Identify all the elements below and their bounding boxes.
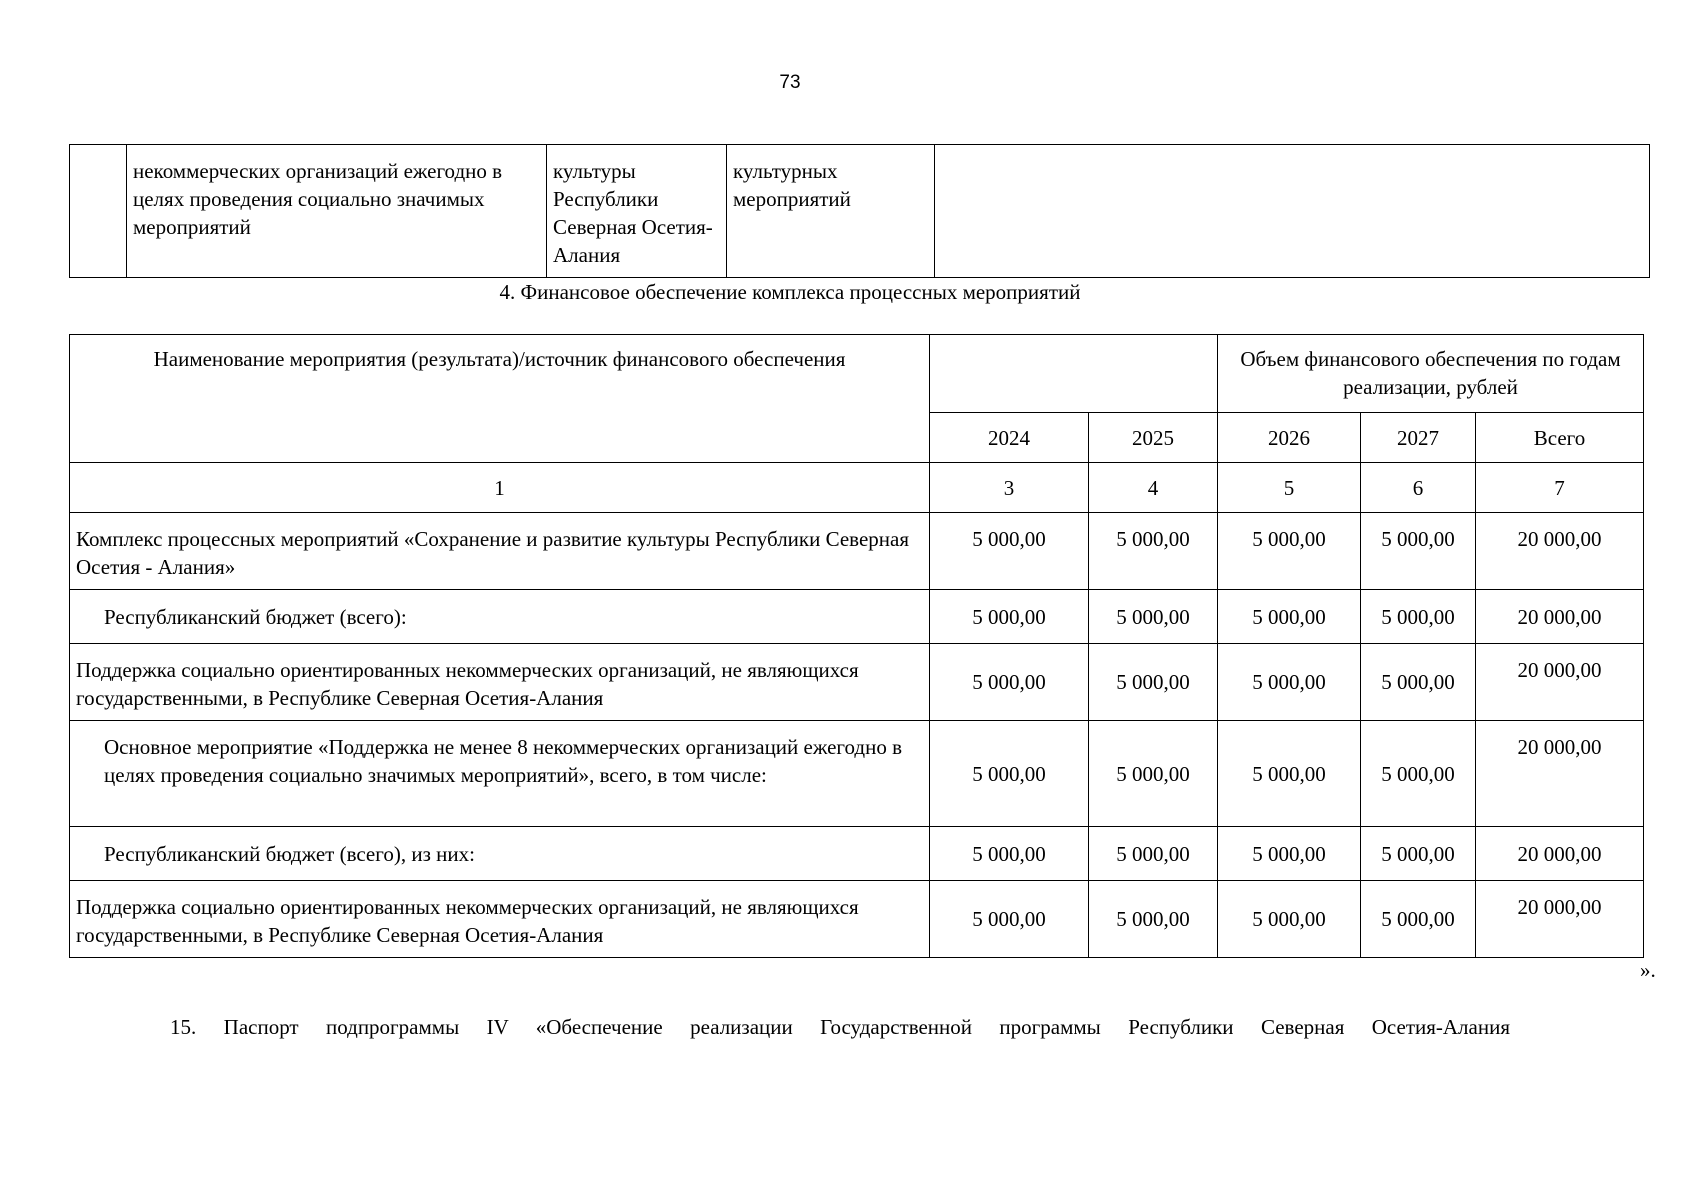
continuation-cell-4: культурных мероприятий (727, 145, 935, 278)
col-number-6: 6 (1361, 463, 1476, 513)
year-header-2024: 2024 (930, 413, 1089, 463)
row-name: Поддержка социально ориентированных некоммерческих организаций, не являющихся государственными, в Республике Северная Осетия-Алания (70, 881, 930, 958)
row-name: Республиканский бюджет (всего), из них: (70, 827, 930, 881)
table-header-row (70, 335, 1644, 413)
table-row (70, 881, 1644, 958)
row-name: Комплекс процессных мероприятий «Сохранение и развитие культуры Республики Северная Осетия - Алания» (70, 513, 930, 590)
cell-2024: 5 000,00 (930, 644, 1089, 721)
cell-2024: 5 000,00 (930, 827, 1089, 881)
finance-table (69, 334, 1644, 958)
cell-total: 20 000,00 (1476, 513, 1644, 590)
continuation-cell-5 (935, 145, 1650, 278)
cell-total: 20 000,00 (1476, 590, 1644, 644)
header-name: Наименование мероприятия (результата)/источник финансового обеспечения (70, 335, 930, 463)
table-row (70, 590, 1644, 644)
continuation-cell-2: некоммерческих организаций ежегодно в целях проведения социально значимых мероприятий (127, 145, 547, 278)
cell-total: 20 000,00 (1476, 721, 1644, 827)
row-name: Основное мероприятие «Поддержка не менее 8 некоммерческих организаций ежегодно в целях проведения социально значимых мероприятий», всего, в том числе: (70, 721, 930, 827)
year-header-2027: 2027 (1361, 413, 1476, 463)
year-header-2025: 2025 (1089, 413, 1218, 463)
col-number-7: 7 (1476, 463, 1644, 513)
cell-2026: 5 000,00 (1218, 590, 1361, 644)
passport-heading: 15. Паспорт подпрограммы IV «Обеспечение реализации Государственной программы Республики Северная Осетия-Алания (170, 1015, 1510, 1039)
section-title: 4. Финансовое обеспечение комплекса процессных мероприятий (499, 280, 1081, 304)
page-number: 73 (779, 72, 801, 93)
cell-total: 20 000,00 (1476, 827, 1644, 881)
cell-2024: 5 000,00 (930, 721, 1089, 827)
header-volume: Объем финансового обеспечения по годам реализации, рублей (1218, 335, 1644, 413)
cell-2025: 5 000,00 (1089, 827, 1218, 881)
col-number-4: 4 (1089, 463, 1218, 513)
continuation-cell-1 (70, 145, 127, 278)
cell-2027: 5 000,00 (1361, 513, 1476, 590)
cell-2026: 5 000,00 (1218, 513, 1361, 590)
cell-2026: 5 000,00 (1218, 721, 1361, 827)
cell-2024: 5 000,00 (930, 590, 1089, 644)
cell-2024: 5 000,00 (930, 881, 1089, 958)
table-row (70, 827, 1644, 881)
cell-2027: 5 000,00 (1361, 721, 1476, 827)
table-row (70, 513, 1644, 590)
cell-2027: 5 000,00 (1361, 827, 1476, 881)
cell-2026: 5 000,00 (1218, 881, 1361, 958)
row-name: Поддержка социально ориентированных некоммерческих организаций, не являющихся государственными, в Республике Северная Осетия-Алания (70, 644, 930, 721)
table-row (70, 145, 1650, 278)
year-header-2026: 2026 (1218, 413, 1361, 463)
col-number-1: 1 (70, 463, 930, 513)
table-row (70, 721, 1644, 827)
cell-2024: 5 000,00 (930, 513, 1089, 590)
cell-2025: 5 000,00 (1089, 590, 1218, 644)
cell-total: 20 000,00 (1476, 644, 1644, 721)
cell-total: 20 000,00 (1476, 881, 1644, 958)
cell-2027: 5 000,00 (1361, 881, 1476, 958)
cell-2025: 5 000,00 (1089, 644, 1218, 721)
closing-quote: ». (1640, 958, 1656, 982)
row-name: Республиканский бюджет (всего): (70, 590, 930, 644)
table-row (70, 644, 1644, 721)
cell-2027: 5 000,00 (1361, 644, 1476, 721)
cell-2025: 5 000,00 (1089, 513, 1218, 590)
col-number-3: 3 (930, 463, 1089, 513)
header-blank (930, 335, 1218, 413)
continuation-cell-3: культуры Республики Северная Осетия-Алания (547, 145, 727, 278)
year-header-total: Всего (1476, 413, 1644, 463)
cell-2027: 5 000,00 (1361, 590, 1476, 644)
table-column-numbers-row (70, 463, 1644, 513)
cell-2026: 5 000,00 (1218, 827, 1361, 881)
continuation-table (69, 144, 1650, 278)
cell-2026: 5 000,00 (1218, 644, 1361, 721)
cell-2025: 5 000,00 (1089, 881, 1218, 958)
cell-2025: 5 000,00 (1089, 721, 1218, 827)
col-number-5: 5 (1218, 463, 1361, 513)
